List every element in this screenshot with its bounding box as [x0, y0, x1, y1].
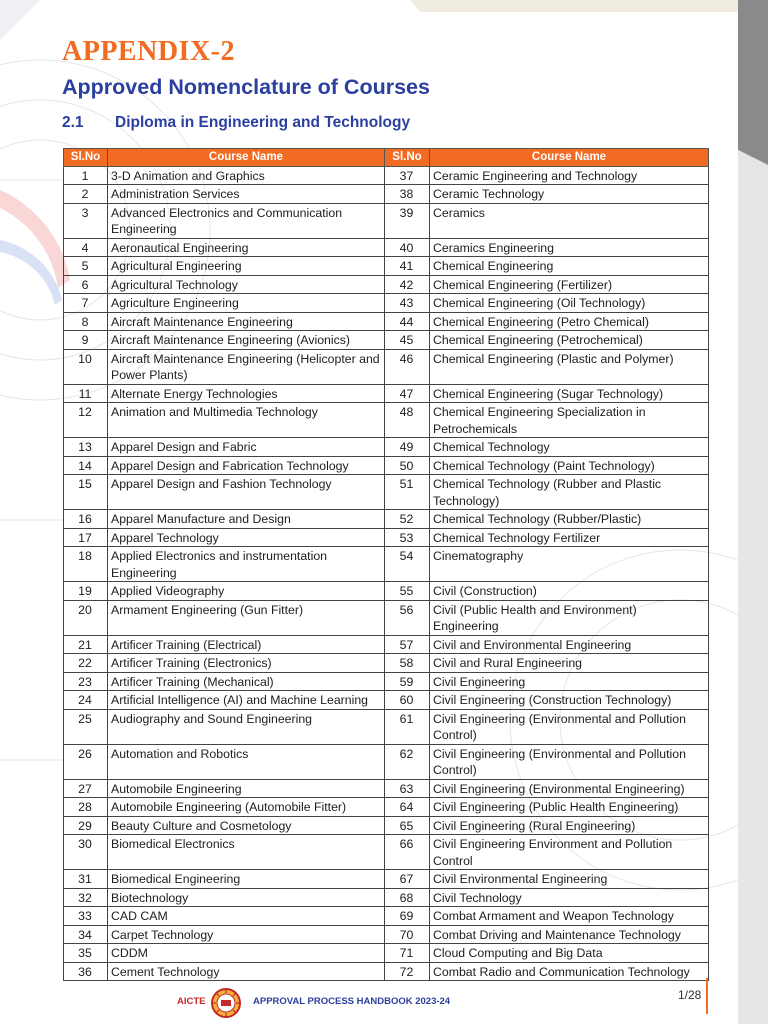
row-course-name: Apparel Technology: [108, 528, 385, 547]
row-course-name: Chemical Engineering (Fertilizer): [430, 275, 709, 294]
row-slno: 63: [385, 779, 430, 798]
row-slno: 18: [64, 547, 108, 582]
row-slno: 26: [64, 744, 108, 779]
row-course-name: Civil Engineering (Environmental and Pollution Control): [430, 744, 709, 779]
row-slno: 72: [385, 962, 430, 981]
row-course-name: Civil Engineering (Environmental and Pollution Control): [430, 709, 709, 744]
table-row: [64, 798, 709, 817]
table-row: [64, 510, 709, 529]
row-slno: 46: [385, 349, 430, 384]
row-slno: 39: [385, 203, 430, 238]
row-slno: 9: [64, 331, 108, 350]
row-course-name: Civil Technology: [430, 888, 709, 907]
table-row: [64, 547, 709, 582]
row-course-name: Aircraft Maintenance Engineering (Avionics): [108, 331, 385, 350]
row-course-name: Aircraft Maintenance Engineering (Helicopter and Power Plants): [108, 349, 385, 384]
section-heading: [62, 114, 410, 132]
row-course-name: Armament Engineering (Gun Fitter): [108, 600, 385, 635]
row-slno: 50: [385, 456, 430, 475]
row-slno: 23: [64, 672, 108, 691]
row-slno: 31: [64, 870, 108, 889]
row-slno: 27: [64, 779, 108, 798]
row-course-name: Civil and Environmental Engineering: [430, 635, 709, 654]
row-course-name: Alternate Energy Technologies: [108, 384, 385, 403]
row-course-name: Animation and Multimedia Technology: [108, 403, 385, 438]
table-row: [64, 238, 709, 257]
page-footer: [0, 990, 768, 1020]
row-course-name: Chemical Engineering (Petro Chemical): [430, 312, 709, 331]
column-header-slno: Sl.No: [64, 149, 108, 167]
row-course-name: Automobile Engineering: [108, 779, 385, 798]
row-course-name: Chemical Technology Fertilizer: [430, 528, 709, 547]
row-slno: 11: [64, 384, 108, 403]
row-course-name: Chemical Engineering Specialization in Petrochemicals: [430, 403, 709, 438]
table-body: [64, 166, 709, 981]
row-course-name: Advanced Electronics and Communication Engineering: [108, 203, 385, 238]
row-course-name: Ceramics Engineering: [430, 238, 709, 257]
row-slno: 17: [64, 528, 108, 547]
row-course-name: Agricultural Engineering: [108, 257, 385, 276]
row-slno: 33: [64, 907, 108, 926]
row-slno: 42: [385, 275, 430, 294]
row-slno: 43: [385, 294, 430, 313]
row-slno: 25: [64, 709, 108, 744]
row-slno: 60: [385, 691, 430, 710]
row-course-name: Chemical Engineering: [430, 257, 709, 276]
table-row: [64, 384, 709, 403]
row-course-name: Chemical Engineering (Plastic and Polymer): [430, 349, 709, 384]
table-row: [64, 312, 709, 331]
row-slno: 54: [385, 547, 430, 582]
appendix-heading: APPENDIX-2: [62, 36, 235, 67]
row-course-name: Civil Engineering Environment and Pollution Control: [430, 835, 709, 870]
row-slno: 15: [64, 475, 108, 510]
row-course-name: Apparel Manufacture and Design: [108, 510, 385, 529]
row-course-name: Biomedical Engineering: [108, 870, 385, 889]
table-row: [64, 294, 709, 313]
row-course-name: Administration Services: [108, 185, 385, 204]
row-course-name: Biotechnology: [108, 888, 385, 907]
row-course-name: Civil Engineering (Environmental Engineering): [430, 779, 709, 798]
row-slno: 4: [64, 238, 108, 257]
row-slno: 52: [385, 510, 430, 529]
row-course-name: Civil Engineering (Rural Engineering): [430, 816, 709, 835]
row-slno: 32: [64, 888, 108, 907]
row-course-name: Civil (Public Health and Environment) Engineering: [430, 600, 709, 635]
table-row: [64, 438, 709, 457]
table-row: [64, 816, 709, 835]
table-row: [64, 835, 709, 870]
table-row: [64, 925, 709, 944]
row-slno: 2: [64, 185, 108, 204]
row-course-name: Carpet Technology: [108, 925, 385, 944]
row-slno: 44: [385, 312, 430, 331]
row-slno: 58: [385, 654, 430, 673]
section-number: 2.1: [62, 114, 84, 131]
column-header-slno: Sl.No: [385, 149, 430, 167]
row-course-name: Civil Engineering (Public Health Engineering): [430, 798, 709, 817]
table-row: [64, 672, 709, 691]
row-course-name: Aeronautical Engineering: [108, 238, 385, 257]
row-slno: 1: [64, 166, 108, 185]
row-slno: 12: [64, 403, 108, 438]
row-slno: 16: [64, 510, 108, 529]
row-slno: 40: [385, 238, 430, 257]
row-course-name: Cloud Computing and Big Data: [430, 944, 709, 963]
table-row: [64, 600, 709, 635]
table-row: [64, 166, 709, 185]
row-slno: 28: [64, 798, 108, 817]
column-header-course-name: Course Name: [108, 149, 385, 167]
row-course-name: Agricultural Technology: [108, 275, 385, 294]
row-course-name: Artificer Training (Electrical): [108, 635, 385, 654]
page-title: Approved Nomenclature of Courses: [62, 75, 430, 99]
row-slno: 68: [385, 888, 430, 907]
table-row: [64, 888, 709, 907]
row-slno: 7: [64, 294, 108, 313]
row-slno: 35: [64, 944, 108, 963]
table-row: [64, 203, 709, 238]
row-course-name: CDDM: [108, 944, 385, 963]
row-course-name: Applied Videography: [108, 582, 385, 601]
table-row: [64, 944, 709, 963]
row-slno: 55: [385, 582, 430, 601]
row-course-name: Agriculture Engineering: [108, 294, 385, 313]
row-slno: 41: [385, 257, 430, 276]
row-slno: 22: [64, 654, 108, 673]
row-slno: 57: [385, 635, 430, 654]
row-slno: 29: [64, 816, 108, 835]
row-course-name: Chemical Technology: [430, 438, 709, 457]
row-slno: 45: [385, 331, 430, 350]
row-course-name: Civil and Rural Engineering: [430, 654, 709, 673]
table-header-row: [64, 149, 709, 167]
row-course-name: Artificial Intelligence (AI) and Machine Learning: [108, 691, 385, 710]
table-row: [64, 744, 709, 779]
row-course-name: Chemical Technology (Rubber/Plastic): [430, 510, 709, 529]
row-course-name: Chemical Engineering (Petrochemical): [430, 331, 709, 350]
table-row: [64, 709, 709, 744]
row-course-name: Chemical Engineering (Oil Technology): [430, 294, 709, 313]
row-course-name: Cinematography: [430, 547, 709, 582]
row-slno: 19: [64, 582, 108, 601]
row-course-name: Automobile Engineering (Automobile Fitter): [108, 798, 385, 817]
table-row: [64, 635, 709, 654]
row-slno: 20: [64, 600, 108, 635]
row-slno: 21: [64, 635, 108, 654]
row-slno: 30: [64, 835, 108, 870]
row-slno: 14: [64, 456, 108, 475]
row-slno: 53: [385, 528, 430, 547]
row-slno: 5: [64, 257, 108, 276]
table-row: [64, 456, 709, 475]
row-slno: 51: [385, 475, 430, 510]
row-slno: 70: [385, 925, 430, 944]
row-slno: 69: [385, 907, 430, 926]
row-course-name: Apparel Design and Fabric: [108, 438, 385, 457]
table-row: [64, 403, 709, 438]
table-row: [64, 870, 709, 889]
table-row: [64, 962, 709, 981]
row-course-name: Civil Engineering (Construction Technology): [430, 691, 709, 710]
row-slno: 24: [64, 691, 108, 710]
row-course-name: 3-D Animation and Graphics: [108, 166, 385, 185]
table-row: [64, 475, 709, 510]
table-row: [64, 185, 709, 204]
row-course-name: Combat Radio and Communication Technology: [430, 962, 709, 981]
row-slno: 59: [385, 672, 430, 691]
row-slno: 66: [385, 835, 430, 870]
row-course-name: Ceramic Engineering and Technology: [430, 166, 709, 185]
row-slno: 3: [64, 203, 108, 238]
row-course-name: Ceramics: [430, 203, 709, 238]
row-course-name: Apparel Design and Fabrication Technology: [108, 456, 385, 475]
row-course-name: Combat Driving and Maintenance Technology: [430, 925, 709, 944]
row-slno: 71: [385, 944, 430, 963]
table-row: [64, 528, 709, 547]
row-course-name: Civil (Construction): [430, 582, 709, 601]
table-row: [64, 275, 709, 294]
row-course-name: Aircraft Maintenance Engineering: [108, 312, 385, 331]
row-slno: 61: [385, 709, 430, 744]
row-slno: 6: [64, 275, 108, 294]
courses-table: [63, 148, 709, 981]
row-course-name: Artificer Training (Electronics): [108, 654, 385, 673]
row-course-name: CAD CAM: [108, 907, 385, 926]
table-row: [64, 331, 709, 350]
section-title: Diploma in Engineering and Technology: [115, 114, 411, 131]
row-slno: 67: [385, 870, 430, 889]
row-slno: 36: [64, 962, 108, 981]
page-number: 1/28: [678, 988, 702, 1002]
row-slno: 49: [385, 438, 430, 457]
table-row: [64, 907, 709, 926]
row-course-name: Combat Armament and Weapon Technology: [430, 907, 709, 926]
row-slno: 8: [64, 312, 108, 331]
row-course-name: Chemical Technology (Rubber and Plastic Technology): [430, 475, 709, 510]
row-slno: 65: [385, 816, 430, 835]
row-slno: 64: [385, 798, 430, 817]
table-row: [64, 691, 709, 710]
row-course-name: Apparel Design and Fashion Technology: [108, 475, 385, 510]
row-course-name: Audiography and Sound Engineering: [108, 709, 385, 744]
column-header-course-name: Course Name: [430, 149, 709, 167]
table-row: [64, 582, 709, 601]
row-slno: 56: [385, 600, 430, 635]
row-course-name: Chemical Engineering (Sugar Technology): [430, 384, 709, 403]
row-course-name: Automation and Robotics: [108, 744, 385, 779]
row-slno: 48: [385, 403, 430, 438]
table-row: [64, 779, 709, 798]
row-course-name: Civil Environmental Engineering: [430, 870, 709, 889]
footer-org: AICTE: [177, 996, 206, 1007]
row-slno: 13: [64, 438, 108, 457]
row-course-name: Applied Electronics and instrumentation Engineering: [108, 547, 385, 582]
row-course-name: Beauty Culture and Cosmetology: [108, 816, 385, 835]
table-row: [64, 654, 709, 673]
row-course-name: Cement Technology: [108, 962, 385, 981]
aicte-logo-icon: [210, 987, 242, 1019]
row-course-name: Ceramic Technology: [430, 185, 709, 204]
table-row: [64, 257, 709, 276]
row-slno: 34: [64, 925, 108, 944]
row-slno: 47: [385, 384, 430, 403]
row-slno: 10: [64, 349, 108, 384]
row-course-name: Civil Engineering: [430, 672, 709, 691]
footer-handbook-title: APPROVAL PROCESS HANDBOOK 2023-24: [253, 996, 451, 1007]
row-course-name: Artificer Training (Mechanical): [108, 672, 385, 691]
footer-accent-bar: [706, 978, 708, 1014]
table-row: [64, 349, 709, 384]
row-course-name: Chemical Technology (Paint Technology): [430, 456, 709, 475]
row-slno: 37: [385, 166, 430, 185]
row-course-name: Biomedical Electronics: [108, 835, 385, 870]
row-slno: 62: [385, 744, 430, 779]
row-slno: 38: [385, 185, 430, 204]
